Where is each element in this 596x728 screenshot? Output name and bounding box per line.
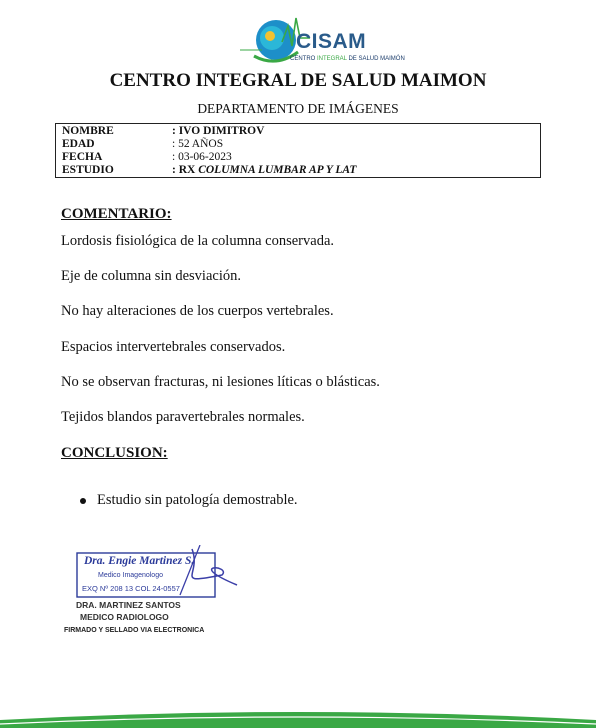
page-title: CENTRO INTEGRAL DE SALUD MAIMON	[109, 70, 487, 91]
logo-subtitle: CENTRO INTEGRAL DE SALUD MAIMÓN	[290, 56, 405, 62]
logo-name: CISAM	[296, 30, 367, 53]
study-value: COLUMNA LUMBAR AP Y LAT	[198, 164, 357, 176]
conclusion-heading: CONCLUSION:	[61, 445, 168, 461]
doctor-role: MEDICO RADIOLOGO	[80, 612, 169, 622]
doctor-name: DRA. MARTINEZ SANTOS	[76, 600, 181, 610]
comment-heading: COMENTARIO:	[61, 206, 172, 222]
signature-note: FIRMADO Y SELLADO VIA ELECTRONICA	[64, 627, 205, 634]
study-prefix: : RX	[172, 164, 199, 176]
comment-line: Tejidos blandos paravertebrales normales.	[61, 409, 305, 425]
study-label: ESTUDIO	[62, 164, 114, 176]
patient-info-box	[55, 123, 541, 178]
age-label: EDAD	[62, 138, 95, 150]
comment-line: Lordosis fisiológica de la columna conservada.	[61, 233, 335, 249]
patient-study-row	[62, 164, 356, 177]
comment-line: No hay alteraciones de los cuerpos vertebrales.	[61, 303, 334, 319]
stamp-name: Dra. Engie Martinez S.	[84, 555, 195, 567]
comment-line: No se observan fracturas, ni lesiones líticas o blásticas.	[61, 374, 380, 390]
footer-wave-icon	[0, 700, 596, 728]
comment-line: Espacios intervertebrales conservados.	[61, 339, 286, 355]
department-title: DEPARTAMENTO DE IMÁGENES	[197, 101, 399, 116]
conclusion-item: Estudio sin patología demostrable.	[80, 492, 298, 509]
stamp-code: EXQ Nº 208 13 COL 24-0557	[82, 584, 180, 593]
bullet-icon	[80, 498, 86, 504]
age-value: : 52 AÑOS	[172, 138, 224, 150]
date-label: FECHA	[62, 151, 103, 163]
name-value: : IVO DIMITROV	[172, 125, 265, 137]
patient-age-row	[62, 138, 223, 151]
patient-date-row	[62, 151, 232, 164]
patient-name-row	[62, 125, 264, 138]
name-label: NOMBRE	[62, 125, 114, 137]
date-value: : 03-06-2023	[172, 151, 232, 163]
stamp-role: Medico Imagenologo	[98, 572, 163, 579]
comment-line: Eje de columna sin desviación.	[61, 268, 241, 284]
